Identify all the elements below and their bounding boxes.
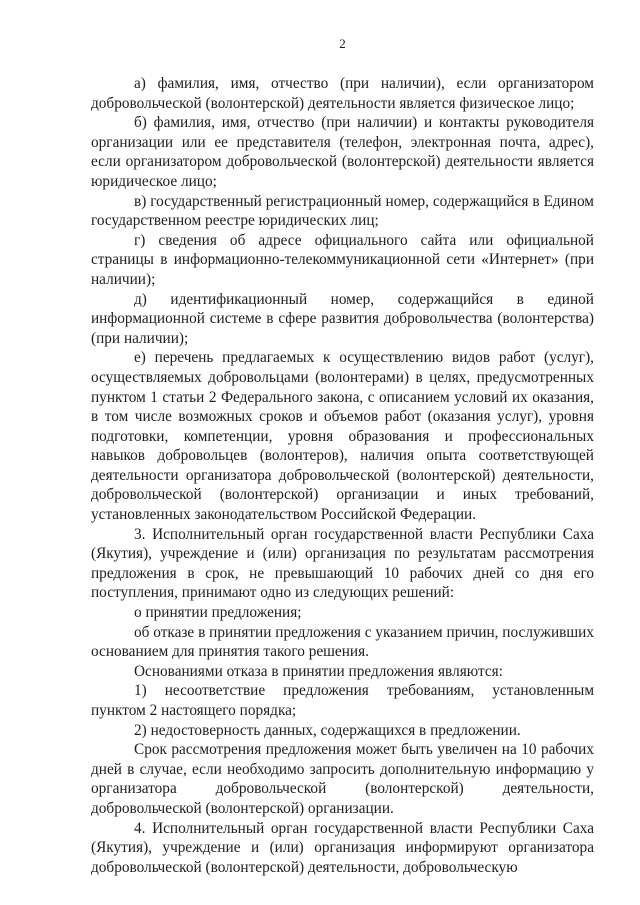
- paragraph-a: а) фамилия, имя, отчество (при наличии), если организатором добровольческой (волонтерской) деятельности является физическое лицо;: [91, 75, 594, 112]
- document-page: [91, 36, 594, 877]
- paragraph-reject-grounds: Основаниями отказа в принятии предложения являются:: [134, 662, 503, 680]
- paragraph-e: е) перечень предлагаемых к осуществлению видов работ (услуг), осуществляемых добровольцами (волонтерами) в целях, предусмотренных пунктом 1 статьи 2 Федерального закона, с описанием условий их оказания, в том числе возможных сроков и объемов работ (оказания услуг), уровня подготовки, компетенции, уровня образования и профессиональных навыков добровольцев (волонтеров), наличия опыта соответствующей деятельности организатора добровольческой (волонтерской) деятельности, добровольческой (волонтерской) организации и иных требований, установленных законодательством Российской Федерации.: [91, 349, 594, 524]
- paragraph-g: г) сведения об адресе официального сайта или официальной страницы в информационно-телекоммуникационной сети «Интернет» (при наличии);: [91, 231, 594, 288]
- paragraph-v: в) государственный регистрационный номер, содержащийся в Едином государственном реестре юридических лиц;: [91, 192, 594, 230]
- paragraph-ground-1: 1) несоответствие предложения требованиям, установленным пунктом 2 настоящего порядка;: [91, 682, 594, 719]
- paragraph-3: 3. Исполнительный орган государственной власти Республики Саха (Якутия), учреждение и (или) организация по результатам рассмотрения предложения в срок, не превышающий 10 рабочих дней со дня его поступления, принимают одно из следующих решений:: [91, 525, 594, 602]
- paragraph-b: б) фамилия, имя, отчество (при наличии) и контакты руководителя организации или ее представителя (телефон, электронная почта, адрес), если организатором добровольческой (волонтерской) деятельности является юридическое лицо;: [91, 114, 594, 190]
- paragraph-decision-accept: о принятии предложения;: [134, 604, 302, 622]
- paragraph-decision-reject: об отказе в принятии предложения с указанием причин, послуживших основанием для принятия такого решения.: [91, 623, 594, 661]
- paragraph-d: д) идентификационный номер, содержащийся в единой информационной системе в сфере развития добровольчества (волонтерства) (при наличии);: [91, 290, 594, 347]
- paragraph-ground-2: 2) недостоверность данных, содержащихся в предложении.: [134, 721, 521, 739]
- paragraph-4: 4. Исполнительный орган государственной власти Республики Саха (Якутия), учреждение и (или) организация информируют организатора добровольческой (волонтерской) деятельности, добровольческую: [91, 819, 594, 876]
- paragraph-extension: Срок рассмотрения предложения может быть увеличен на 10 рабочих дней в случае, если необходимо запросить дополнительную информацию у организатора добровольческой (волонтерской) деятельности, добровольческой (волонтерской) организации.: [91, 741, 594, 817]
- page-number: 2: [339, 36, 346, 51]
